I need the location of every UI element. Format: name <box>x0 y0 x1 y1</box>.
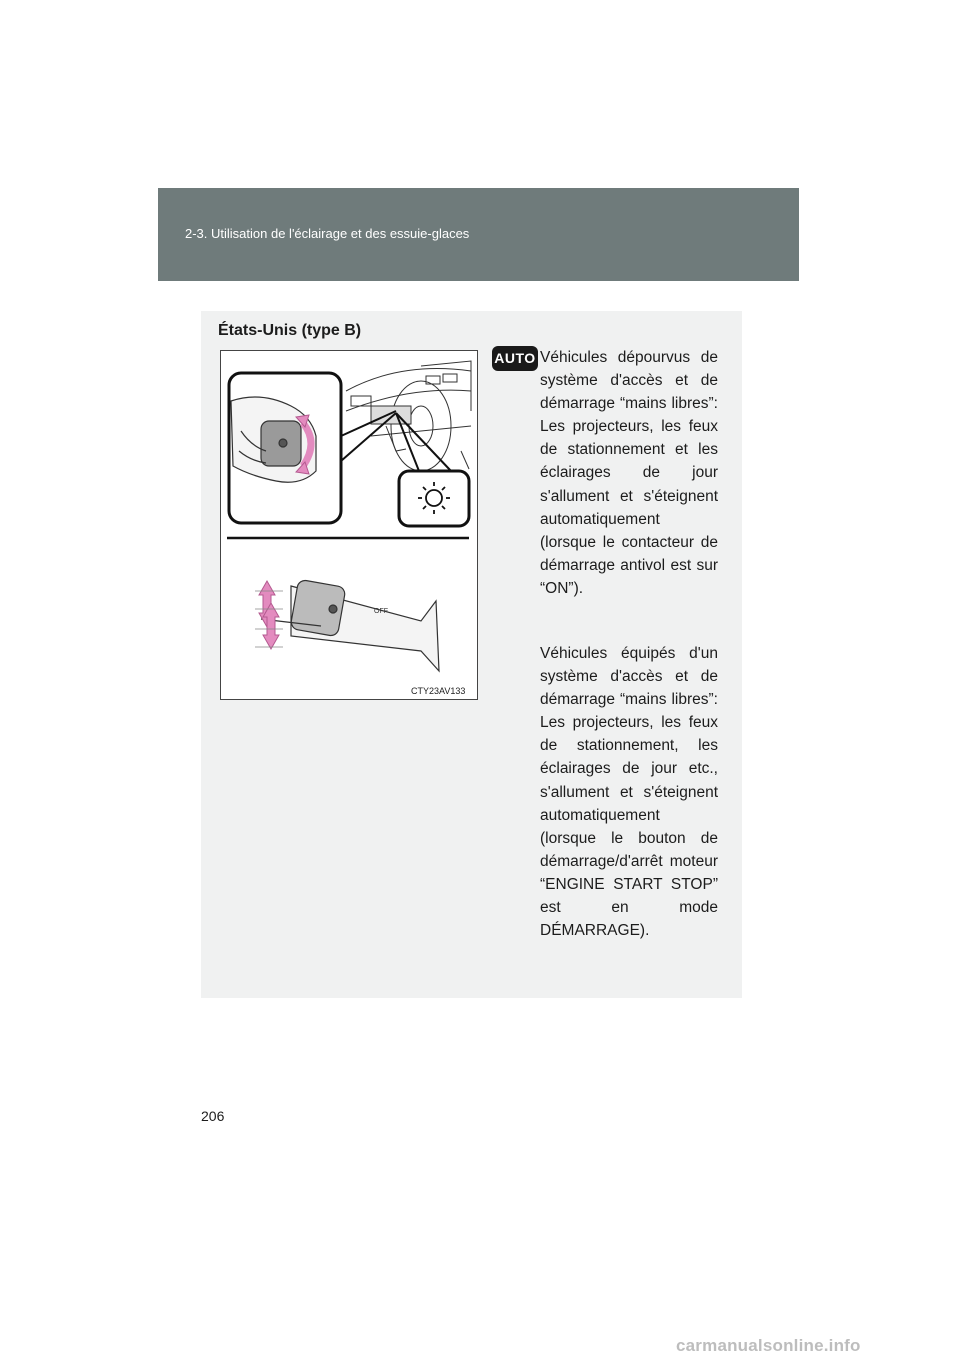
panel-title: États-Unis (type B) <box>218 322 362 339</box>
paragraph-without-smart-key: Véhicules dépourvus de système d'accès et de démarrage “mains libres”: Les projecteurs, les feux de stationnement et les éclairages de jour s'allument et s'éteignent automatiquement (lorsque le contacteur de démarrage antivol est sur “ON”). <box>540 349 718 597</box>
section-title: 2-3. Utilisation de l'éclairage et des essuie-glaces <box>185 226 470 241</box>
headlight-symbol-box <box>399 471 469 526</box>
paragraph-with-smart-key: Véhicules équipés d'un système d'accès et de démarrage “mains libres”: Les projecteurs, les feux de stationnement, les éclairages de jour etc., s'allument et s'éteignent automatiquement (lorsque le bouton de démarrage/d'arrêt moteur “ENGINE START STOP” est en mode DÉMARRAGE). <box>540 645 718 940</box>
header-band <box>158 188 799 281</box>
auto-icon: AUTO <box>492 346 538 371</box>
svg-text:OFF: OFF <box>374 608 388 615</box>
figure-code: CTY23AV133 <box>411 686 466 696</box>
stalk-drawing <box>261 579 439 671</box>
watermark[interactable]: carmanualsonline.info <box>676 1336 861 1355</box>
page-number: 206 <box>201 1108 225 1124</box>
headlight-switch-figure <box>220 350 478 700</box>
illustration <box>221 351 477 699</box>
dashboard-drawing <box>346 361 471 471</box>
